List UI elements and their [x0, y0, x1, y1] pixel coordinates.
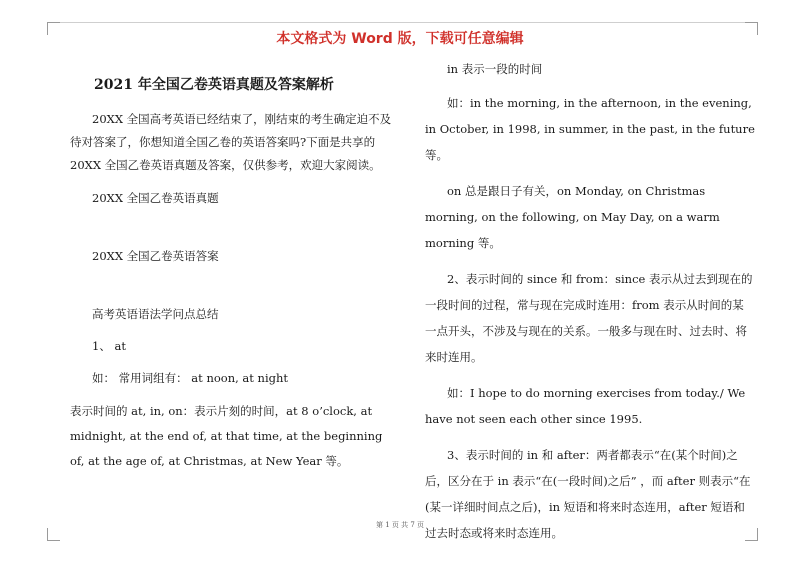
in-definition: in 表示一段的时间	[447, 62, 543, 76]
since-from-example: 如：I hope to do morning exercises from today./ We have not seen each other since 1995.	[425, 386, 746, 426]
section-heading-answers: 20XX 全国乙卷英语答案	[92, 249, 219, 263]
in-examples: 如：in the morning, in the afternoon, in the evening, in October, in 1998, in summer, in the past, in the future 等。	[425, 96, 755, 162]
left-column	[70, 64, 400, 474]
list-item-at: 1、 at	[92, 339, 126, 353]
section-heading-questions: 20XX 全国乙卷英语真题	[92, 191, 219, 205]
since-from-paragraph: 2、表示时间的 since 和 from：since 表示从过去到现在的一段时间的过程，常与现在完成时连用：from 表示从时间的某一点开头，不涉及与现在的关系。一般多与现在时、过去时、将来时连用。	[425, 272, 753, 364]
time-prepositions-paragraph: 表示时间的 at, in, on：表示片刻的时间，at 8 o’clock, at midnight, at the end of, at that time, at the beginning of, at the age of, at Christmas, at New Year 等。	[70, 404, 383, 468]
document-title: 2021 年全国乙卷英语真题及答案解析	[94, 77, 334, 93]
intro-paragraph: 20XX 全国高考英语已经结束了，刚结束的考生确定迫不及待对答案了，你想知道全国乙卷的英语答案吗?下面是共享的 20XX 全国乙卷英语真题及答案，仅供参考，欢迎大家阅读。	[70, 112, 392, 172]
right-column	[425, 64, 755, 556]
example-phrases: 如： 常用词组有： at noon, at night	[92, 371, 289, 385]
in-after-paragraph: 3、表示时间的 in 和 after：两者都表示“在(某个时间)之后，区分在于 in 表示“在(一段时间)之后” ，而 after 则表示“在(某一详细时间点之后)，in 短语和将来时态连用，after 短语和过去时态或将来时态连用。	[425, 448, 751, 540]
on-examples: on 总是跟日子有关，on Monday, on Christmas morning, on the following, on May Day, on a warm morning 等。	[425, 184, 720, 250]
word-format-banner: 本文格式为 Word 版，下载可任意编辑	[276, 31, 524, 47]
page-number: 第 1 页 共 7 页	[375, 521, 425, 529]
section-heading-grammar: 高考英语语法学问点总结	[92, 307, 219, 321]
